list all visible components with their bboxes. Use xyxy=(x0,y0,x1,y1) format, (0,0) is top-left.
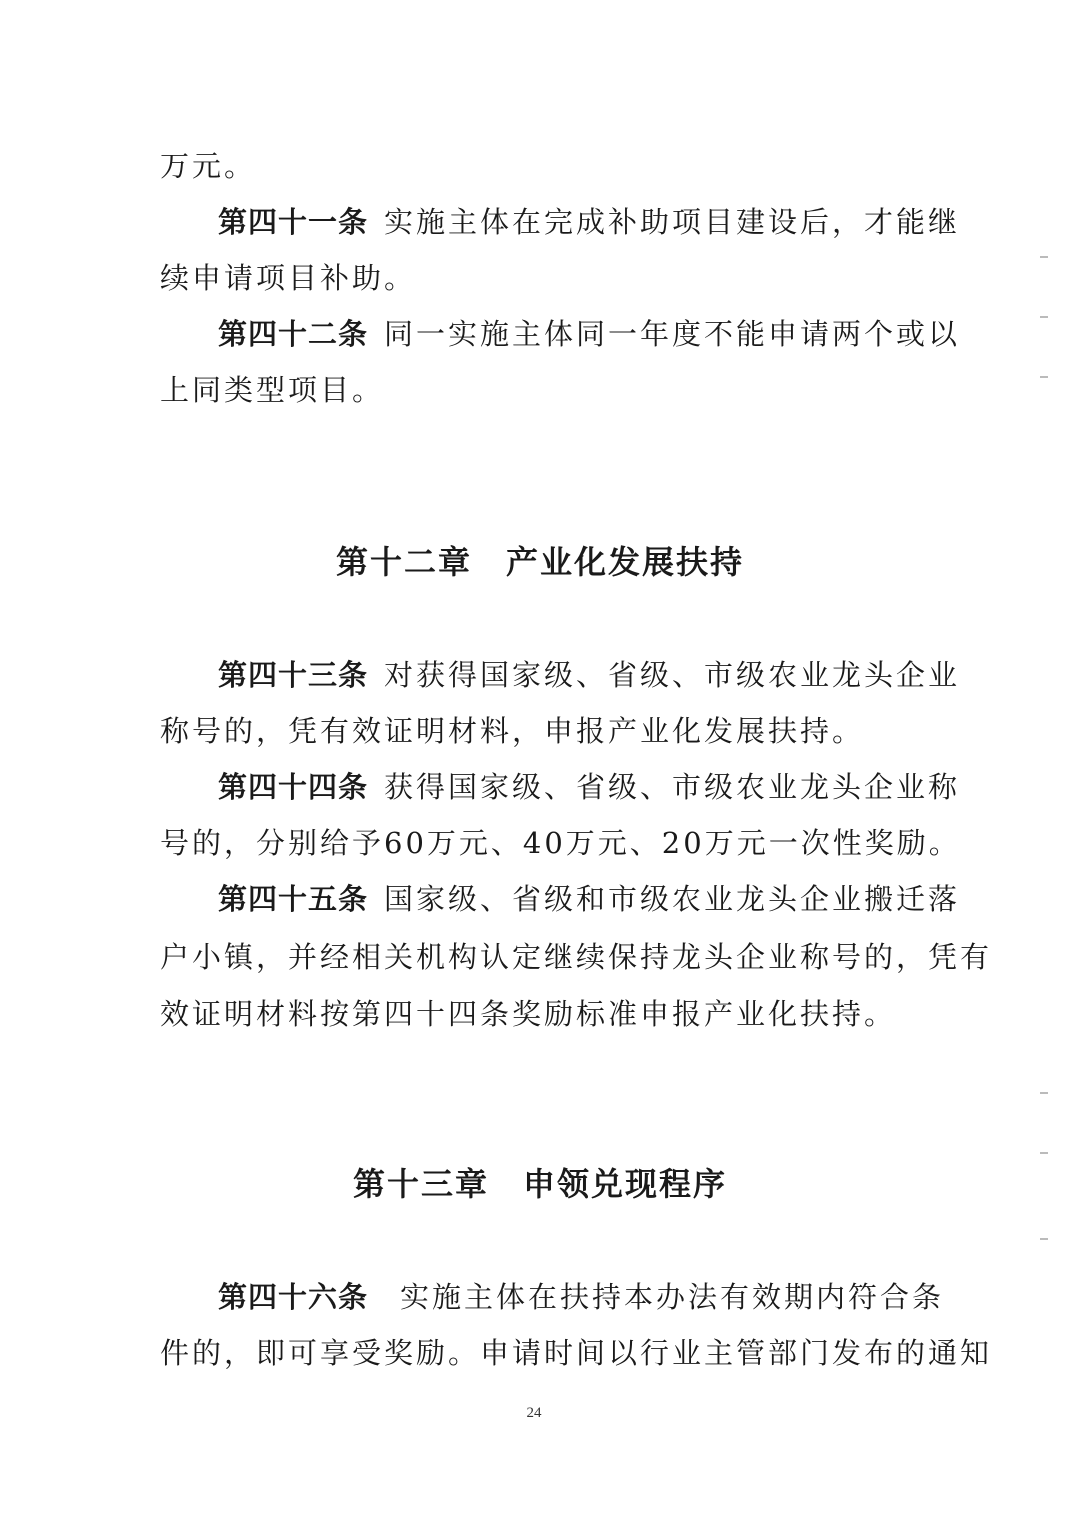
article-42-number: 第四十二条 xyxy=(218,317,369,351)
article-44-line-2: 号的，分别给予60万元、40万元、20万元一次性奖励。 xyxy=(160,826,961,860)
article-42-line-1 xyxy=(218,314,961,354)
article-45-line-2: 户小镇，并经相关机构认定继续保持龙头企业称号的，凭有 xyxy=(160,940,993,974)
article-44-text: 获得国家级、省级、市级农业龙头企业称 xyxy=(384,770,961,804)
article-43-text: 对获得国家级、省级、市级农业龙头企业 xyxy=(384,658,961,692)
chapter-13-heading xyxy=(0,1162,1080,1206)
article-44-line-1 xyxy=(218,767,961,807)
article-41-number: 第四十一条 xyxy=(218,205,369,239)
article-42-text: 同一实施主体同一年度不能申请两个或以 xyxy=(384,317,961,351)
article-41-text: 实施主体在完成补助项目建设后，才能继 xyxy=(384,205,961,239)
chapter-12-heading xyxy=(0,540,1080,584)
article-41-line-2: 续申请项目补助。 xyxy=(160,261,417,295)
article-44-number: 第四十四条 xyxy=(218,770,369,804)
scan-margin-mark xyxy=(1040,1152,1048,1154)
article-46-line-2: 件的，即可享受奖励。申请时间以行业主管部门发布的通知 xyxy=(160,1336,993,1370)
chapter-13-number: 第十三章 xyxy=(352,1165,489,1203)
chapter-12-title: 产业化发展扶持 xyxy=(506,543,745,581)
chapter-12-number: 第十二章 xyxy=(335,543,472,581)
article-46-text: 实施主体在扶持本办法有效期内符合条 xyxy=(400,1280,945,1314)
article-46-number: 第四十六条 xyxy=(218,1280,369,1314)
scan-margin-mark xyxy=(1040,316,1048,318)
scan-margin-mark xyxy=(1040,1238,1048,1240)
article-45-line-3: 效证明材料按第四十四条奖励标准申报产业化扶持。 xyxy=(160,997,897,1031)
paragraph-line: 万元。 xyxy=(160,149,257,183)
page-number: 24 xyxy=(526,1405,542,1421)
scan-margin-mark xyxy=(1040,376,1048,378)
scan-margin-mark xyxy=(1040,1092,1048,1094)
article-41-line-1 xyxy=(218,202,961,242)
article-46-line-1 xyxy=(218,1277,945,1317)
article-45-number: 第四十五条 xyxy=(218,882,369,916)
article-43-line-1 xyxy=(218,655,961,695)
article-45-text: 国家级、省级和市级农业龙头企业搬迁落 xyxy=(384,882,961,916)
scan-margin-mark xyxy=(1040,256,1048,258)
article-43-number: 第四十三条 xyxy=(218,658,369,692)
article-43-line-2: 称号的，凭有效证明材料，申报产业化发展扶持。 xyxy=(160,714,865,748)
article-42-line-2: 上同类型项目。 xyxy=(160,373,385,407)
article-45-line-1 xyxy=(218,879,961,919)
chapter-13-title: 申领兑现程序 xyxy=(523,1165,728,1203)
